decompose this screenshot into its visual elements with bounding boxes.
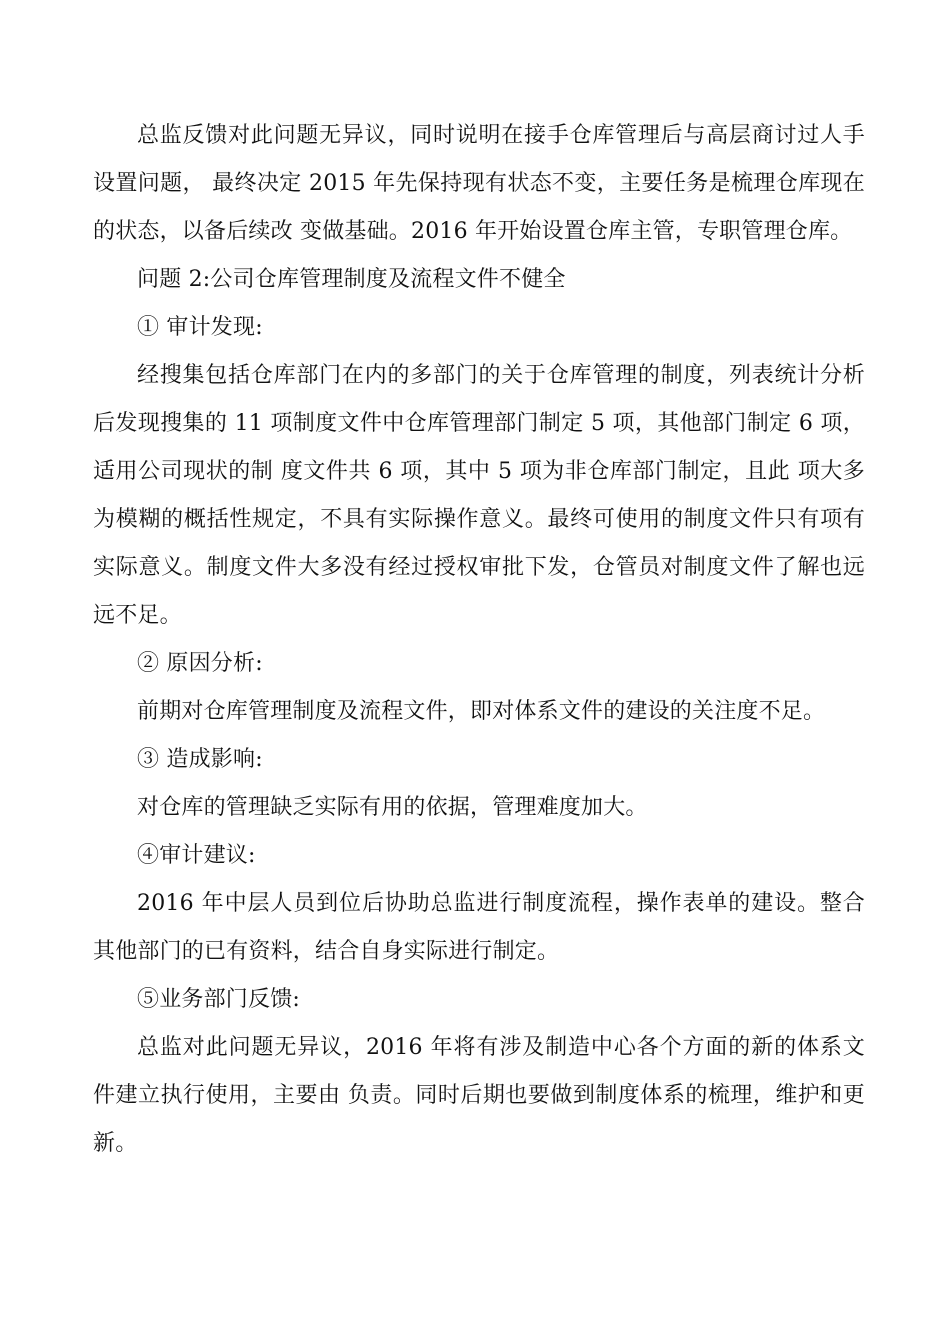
paragraph-cause-analysis: 前期对仓库管理制度及流程文件，即对体系文件的建设的关注度不足。 (137, 699, 826, 724)
document-body (93, 112, 865, 1168)
paragraph-department-feedback: 总监对此问题无异议，2016 年将有涉及制造中心各个方面的新的体系文件建立执行使用，主要由 负责。同时后期也要做到制度体系的梳理，维护和更新。 (93, 1035, 865, 1156)
paragraph-audit-recommendation: 2016 年中层人员到位后协助总监进行制度流程，操作表单的建设。整合其他部门的已有资料，结合自身实际进行制定。 (93, 891, 865, 964)
audit-recommendation-heading: ④审计建议: (137, 843, 256, 868)
paragraph-impact: 对仓库的管理缺乏实际有用的依据，管理难度加大。 (137, 795, 648, 820)
issue-2-heading: 问题 2:公司仓库管理制度及流程文件不健全 (137, 267, 566, 292)
paragraph-audit-findings: 经搜集包括仓库部门在内的多部门的关于仓库管理的制度，列表统计分析后发现搜集的 11 项制度文件中仓库管理部门制定 5 项，其他部门制定 6 项，适用公司现状的制 度文件共 6 项，其中 5 项为非仓库部门制定，且此 项大多为模糊的概括性规定，不具有实际操作意义。最终可使用的制度文件只有项有实际意义。制度文件大多没有经过授权审批下发，仓管员对制度文件了解也远远不足。 (93, 363, 865, 628)
impact-heading: ③ 造成影响: (137, 747, 263, 772)
audit-findings-heading: ① 审计发现: (137, 315, 263, 340)
department-feedback-heading: ⑤业务部门反馈: (137, 987, 301, 1012)
cause-analysis-heading: ② 原因分析: (137, 651, 263, 676)
paragraph-director-feedback-1: 总监反馈对此问题无异议，同时说明在接手仓库管理后与高层商讨过人手设置问题， 最终决定 2015 年先保持现有状态不变，主要任务是梳理仓库现在的状态，以备后续改 变做基础。2016 年开始设置仓库主管，专职管理仓库。 (93, 123, 865, 244)
